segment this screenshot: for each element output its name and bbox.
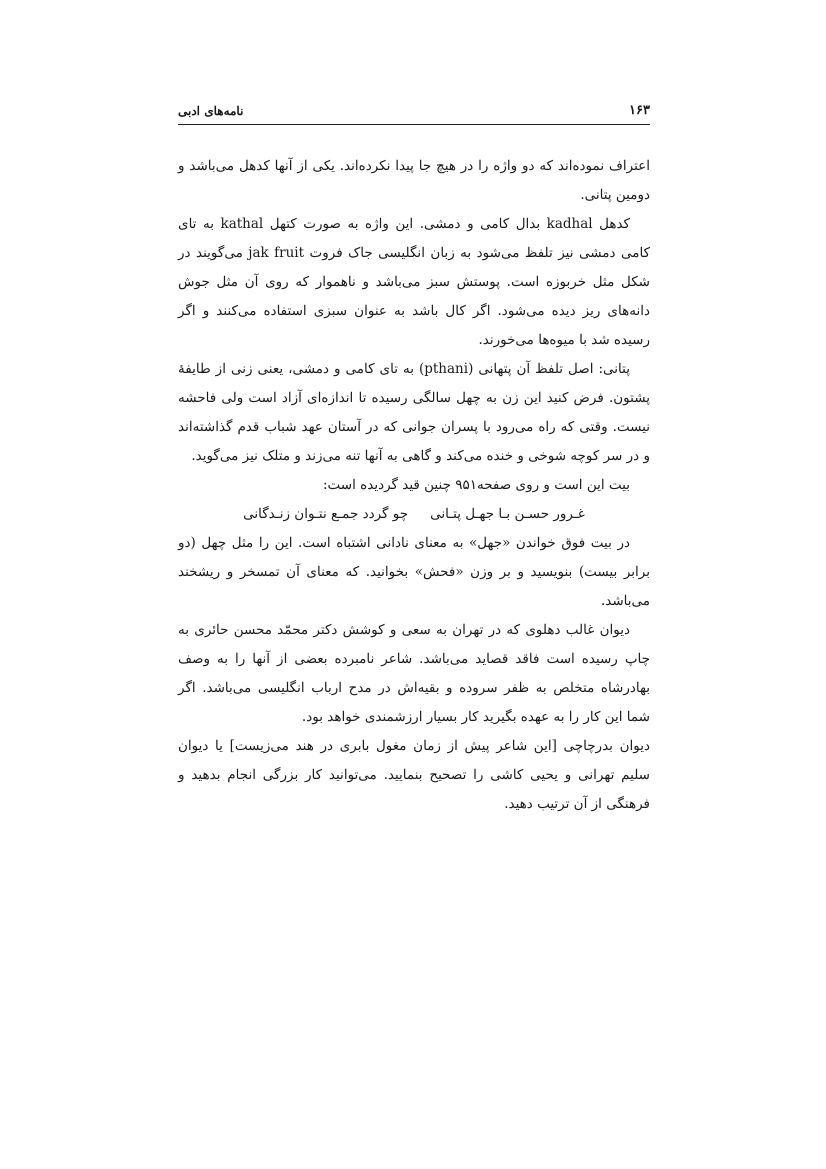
paragraph: دیوان بدرچاچی [این شاعر پیش از زمان مغول بابری در هند می‌زیست] یا دیوان سلیم تهرانی و یحیی کاشی را تصحیح بنمایید. می‌توانید کار بزرگی انجام بدهید و فرهنگی از آن ترتیب دهید. <box>178 738 650 812</box>
verse-couplet <box>178 500 650 529</box>
page-number: ۱۶۳ <box>629 103 650 118</box>
running-title: نامه‌های ادبی <box>178 104 244 118</box>
running-header <box>178 100 650 125</box>
paragraph: اعتراف نموده‌اند که دو واژه را در هیچ جا پیدا نکرده‌اند. یکی از آنها کدهل می‌باشد و دومین پتانی. <box>178 158 650 203</box>
body-text <box>178 152 650 819</box>
paragraph: بیت این است و روی صفحه۹۵۱ چنین قید گردیده است: <box>323 477 630 493</box>
document-page <box>178 100 650 819</box>
verse-hemistich-second: چو گردد جمـع نتـوان زنـدگانی <box>243 506 409 522</box>
paragraph: در بیت فوق خواندن «جهل» به معنای نادانی اشتباه است. این را مثل چهل (دو برابر بیست) بنویسید و بر وزن «فحش» بخوانید. که معنای آن تمسخر و ریشخند می‌باشد. <box>178 535 650 609</box>
verse-hemistich-first: غـرور حسـن بـا جهـل پتـانی <box>430 506 585 522</box>
paragraph: دیوان غالب دهلوی که در تهران به سعی و کوشش دکتر محمّد محسن حائری به چاپ رسیده است فاقد قصاید می‌باشد. شاعر نامبرده بعضی از آنها را به وصف بهادرشاه متخلص به ظفر سروده و بقیه‌اش در مدح ارباب انگلیسی می‌باشد. اگر شما این کار را به عهده بگیرید کار بسیار ارزشمندی خواهد بود. <box>178 622 650 725</box>
paragraph: کدهل kadhal بدال کامی و دمشی. این واژه به صورت کتهل kathal به تای کامی دمشی نیز تلفظ می‌شود به زبان انگلیسی جاک فروت jak fruit می‌گویند در شکل مثل خربوزه است. پوستش سبز می‌باشد و ناهموار که روی آن مثل جوش دانه‌های ریز دیده می‌شود. اگر کال باشد به عنوان سبزی استفاده می‌کنند و اگر رسیده شد با میوه‌ها می‌خورند. <box>178 216 651 348</box>
paragraph: پتانی: اصل تلفظ آن پتهانی (pthani) به تای کامی و دمشی، یعنی زنی از طایفهٔ پشتون. فرض کنید این زن به چهل سالگی رسیده تا اندازه‌ای آزاد است ولی فاحشه نیست. وقتی که راه می‌رود با پسران جوانی که در آستان عهد شباب قدم گذاشته‌اند و در سر کوچه شوخی و خنده می‌کند و گاهی به آنها تنه می‌زند و متلک نیز می‌گوید. <box>178 361 650 464</box>
